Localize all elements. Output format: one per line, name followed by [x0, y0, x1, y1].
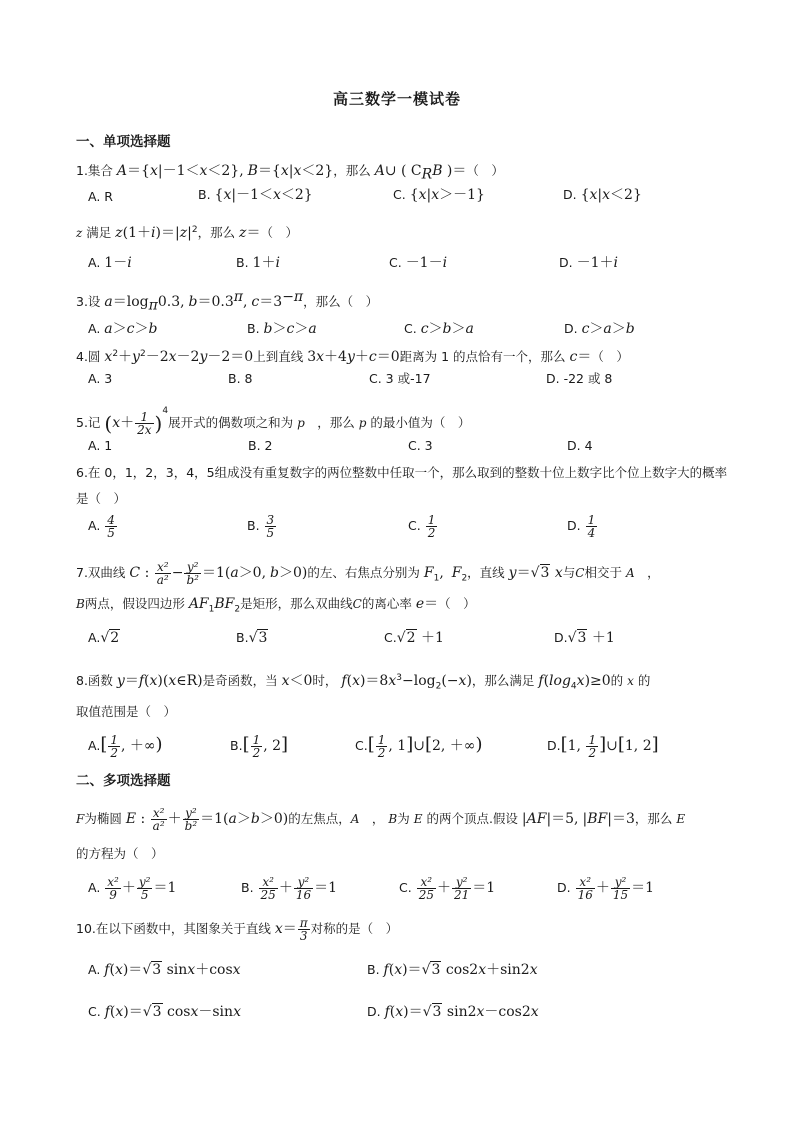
question-3-option-a[interactable]: A. a＞c＞b [88, 321, 158, 337]
question-10-option-b[interactable]: B. f(x)＝√3 cos2x＋sin2x [367, 962, 538, 978]
question-10-stem: 10.在以下函数中，其图象关于直线 x＝ $\frac{\pi}{3}$ 对称的是（ ） [76, 916, 399, 943]
question-6-option-c[interactable]: C. $\frac{1}{2}$ [408, 513, 436, 540]
question-5-stem: 5.记 (x＋ $\frac{1}{2x}$ )$^4$展开式的偶数项之和为 p ，那么 p 的最小值为（ ） [76, 406, 471, 437]
question-3-stem: 3.设 $a=\log_\pi 0.3$, $b=0.3^\pi$, $c=3^{-\pi}$，那么（ ） [76, 289, 379, 314]
question-3-option-b[interactable]: B. b＞c＞a [247, 321, 317, 337]
question-6-option-b[interactable]: B. $\frac{3}{5}$ [247, 513, 275, 540]
question-5-option-c[interactable]: C. 3 [408, 438, 433, 453]
page-title: 高三数学一模试卷 [332, 90, 461, 108]
question-3-option-d[interactable]: D. c＞a＞b [564, 321, 635, 337]
question-6-option-d[interactable]: D. $\frac{1}{4}$ [567, 513, 596, 540]
question-1-option-a[interactable]: A. R [88, 189, 113, 204]
question-4-option-d[interactable]: D. -22 或 8 [546, 371, 613, 386]
section-heading-single-choice: 一、单项选择题 [76, 134, 171, 150]
question-2-option-d[interactable]: D. －1＋i [559, 255, 618, 271]
question-4-option-c[interactable]: C. 3 或-17 [369, 371, 431, 386]
question-1-option-b[interactable]: B. {x|－1＜x＜2} [198, 187, 313, 203]
question-1-option-c[interactable]: C. {x|x＞－1} [393, 187, 485, 203]
question-9-stem-line-2: 的方程为（ ） [76, 846, 164, 861]
question-7-option-b[interactable]: B.√3 [236, 630, 268, 646]
question-9-option-c[interactable]: C. $\frac{\text{x²}}{25}$ ＋ $\frac{\text{y²}}{21}$ ＝1 [399, 875, 496, 902]
question-3-option-c[interactable]: C. c＞b＞a [404, 321, 474, 337]
question-5-option-d[interactable]: D. 4 [567, 438, 593, 453]
question-5-option-b[interactable]: B. 2 [248, 438, 273, 453]
question-7-option-c[interactable]: C.√2 ＋1 [384, 630, 444, 646]
section-heading-multiple-choice: 二、多项选择题 [76, 773, 171, 789]
question-7-stem-line-1: 7.双曲线 C : $\frac{\text{x²}}{\text{a²}}$ − $\frac{\text{y²}}{\text{b²}}$ ＝1(a＞0, b＞0)的左、右焦点分别为 $F_1$, $F_2$，直线 y＝√3 x与C相交于 A ， [76, 560, 660, 587]
question-10-option-c[interactable]: C. f(x)＝√3 cosx－sinx [88, 1004, 241, 1020]
question-2-option-b[interactable]: B. 1＋i [236, 255, 280, 271]
question-1-stem: 1.集合 A＝{x|－1＜x＜2}, B＝{x|x＜2}，那么 A∪ ( $C_RB$ )＝（ ） [76, 163, 504, 183]
question-2-option-a[interactable]: A. 1－i [88, 255, 132, 271]
question-10-option-a[interactable]: A. f(x)＝√3 sinx＋cosx [88, 962, 241, 978]
question-9-stem-line-1: F为椭圆 E : $\frac{\text{x²}}{\text{a²}}$ ＋ $\frac{\text{y²}}{\text{b²}}$ ＝1(a＞b＞0)的左焦点，A ， B为 E 的两个顶点.假设 |AF|＝5, |BF|＝3，那么 E [76, 806, 686, 833]
question-6-option-a[interactable]: A. $\frac{4}{5}$ [88, 513, 115, 540]
question-9-option-b[interactable]: B. $\frac{\text{x²}}{25}$ ＋ $\frac{\text{y²}}{16}$ ＝1 [241, 875, 338, 902]
question-7-option-d[interactable]: D.√3 ＋1 [554, 630, 615, 646]
question-4-option-a[interactable]: A. 3 [88, 371, 113, 386]
question-8-option-c[interactable]: C.[ $\frac{1}{2}$ , 1]∪[2, ＋∞) [355, 733, 483, 760]
question-7-stem-line-2: B两点，假设四边形 $AF_1BF_2$是矩形，那么双曲线C的离心率 e＝（ ） [76, 596, 476, 615]
question-6-stem: 6.在 0，1，2，3，4，5组成没有重复数字的两位整数中任取一个，那么取到的整数十位上数字比个位上数字大的概率是（ ） [76, 465, 728, 506]
question-5-option-a[interactable]: A. 1 [88, 438, 113, 453]
question-2-option-c[interactable]: C. －1－i [389, 255, 448, 271]
question-7-option-a[interactable]: A.√2 [88, 630, 120, 646]
question-9-option-a[interactable]: A. $\frac{\text{x²}}{9}$ ＋ $\frac{\text{y²}}{5}$ ＝1 [88, 875, 177, 902]
question-4-option-b[interactable]: B. 8 [228, 371, 253, 386]
question-1-option-d[interactable]: D. {x|x＜2} [563, 187, 642, 203]
question-8-stem-line-1: 8.函数 y＝f(x)(x∈R)是奇函数，当 x＜0时， $f(x)=8x^3-\log_2(-x)$，那么满足 $f(\log_4x)\ge 0$的 x 的 [76, 673, 651, 692]
question-8-option-d[interactable]: D.[1, $\frac{1}{2}$ ]∪[1, 2] [547, 733, 659, 760]
question-2-stem: z 满足 $z(1+i)=|z|^2$，那么 z＝（ ） [76, 225, 298, 242]
question-4-stem: 4.圆 $x^2+y^2-2x-2y-2=0$上到直线 3x＋4y＋c＝0距离为 1 的点恰有一个，那么 c＝（ ） [76, 349, 629, 366]
question-10-option-d[interactable]: D. f(x)＝√3 sin2x－cos2x [367, 1004, 539, 1020]
question-9-option-d[interactable]: D. $\frac{\text{x²}}{16}$ ＋ $\frac{\text{y²}}{15}$ ＝1 [557, 875, 655, 902]
question-8-option-a[interactable]: A.[ $\frac{1}{2}$ , ＋∞) [88, 733, 163, 760]
question-8-stem-line-2: 取值范围是（ ） [76, 704, 177, 719]
question-8-option-b[interactable]: B.[ $\frac{1}{2}$ , 2] [230, 733, 289, 760]
